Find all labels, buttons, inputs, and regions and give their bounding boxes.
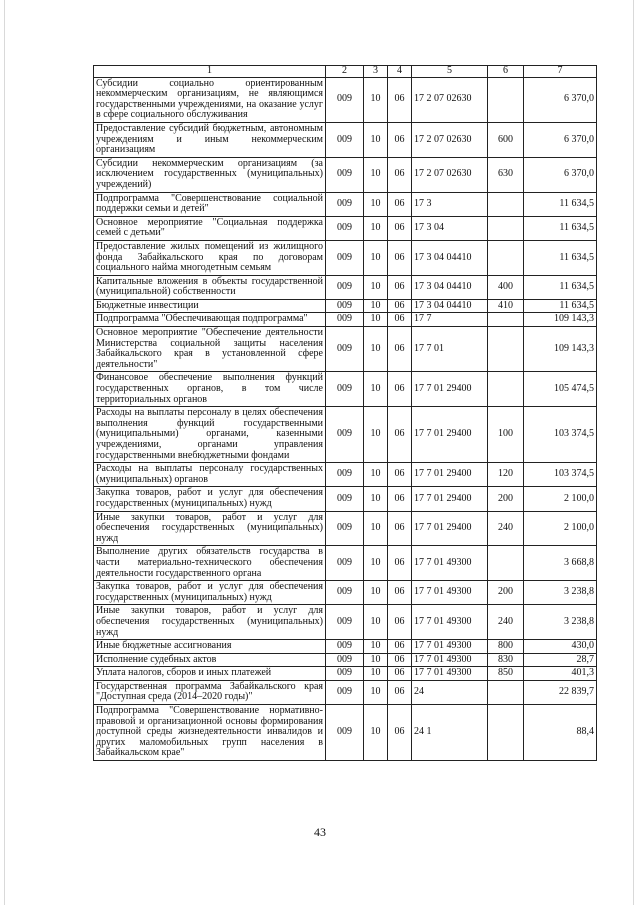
- section-cell: 10: [364, 705, 388, 761]
- ministry-code-cell: 009: [326, 705, 364, 761]
- column-header: 7: [524, 66, 597, 78]
- amount-cell: 105 474,5: [524, 372, 597, 407]
- row-name-cell: Основное мероприятие "Обеспечение деятельности Министерства социальной защиты населения Забайкальского края в установленной сфере деятельности": [94, 327, 326, 372]
- subsection-cell: 06: [388, 299, 412, 313]
- section-cell: 10: [364, 546, 388, 581]
- amount-cell: 109 143,3: [524, 327, 597, 372]
- amount-cell: 430,0: [524, 640, 597, 654]
- row-name-cell: Расходы на выплаты персоналу государственных (муниципальных) органов: [94, 463, 326, 487]
- table-row: [94, 240, 597, 275]
- row-name-cell: Уплата налогов, сборов и иных платежей: [94, 667, 326, 681]
- row-name-cell: Выполнение других обязательств государства в части материально-технического обеспечения деятельности государственного органа: [94, 546, 326, 581]
- amount-cell: 11 634,5: [524, 192, 597, 216]
- ministry-code-cell: 009: [326, 487, 364, 511]
- row-name-cell: Основное мероприятие "Социальная поддержка семей с детьми": [94, 216, 326, 240]
- column-header: 6: [488, 66, 524, 78]
- section-cell: 10: [364, 192, 388, 216]
- table-row: [94, 77, 597, 122]
- subsection-cell: 06: [388, 407, 412, 463]
- subsection-cell: 06: [388, 640, 412, 654]
- target-article-cell: 17 7 01 49300: [412, 667, 488, 681]
- subsection-cell: 06: [388, 192, 412, 216]
- target-article-cell: 17 3 04 04410: [412, 240, 488, 275]
- subsection-cell: 06: [388, 77, 412, 122]
- ministry-code-cell: 009: [326, 407, 364, 463]
- page-right-edge: [633, 0, 634, 905]
- amount-cell: 11 634,5: [524, 299, 597, 313]
- subsection-cell: 06: [388, 581, 412, 605]
- ministry-code-cell: 009: [326, 653, 364, 667]
- ministry-code-cell: 009: [326, 372, 364, 407]
- section-cell: 10: [364, 407, 388, 463]
- section-cell: 10: [364, 77, 388, 122]
- section-cell: 10: [364, 372, 388, 407]
- expense-type-cell: [488, 327, 524, 372]
- target-article-cell: 17 7 01 29400: [412, 407, 488, 463]
- amount-cell: 103 374,5: [524, 407, 597, 463]
- ministry-code-cell: 009: [326, 581, 364, 605]
- subsection-cell: 06: [388, 605, 412, 640]
- section-cell: 10: [364, 216, 388, 240]
- target-article-cell: 17 2 07 02630: [412, 122, 488, 157]
- expense-type-cell: 410: [488, 299, 524, 313]
- section-cell: 10: [364, 240, 388, 275]
- expense-type-cell: [488, 77, 524, 122]
- expense-type-cell: [488, 705, 524, 761]
- target-article-cell: 17 7 01 29400: [412, 372, 488, 407]
- subsection-cell: 06: [388, 122, 412, 157]
- row-name-cell: Иные закупки товаров, работ и услуг для обеспечения государственных (муниципальных) нужд: [94, 605, 326, 640]
- section-cell: 10: [364, 299, 388, 313]
- row-name-cell: Капитальные вложения в объекты государственной (муниципальной) собственности: [94, 275, 326, 299]
- target-article-cell: 17 3: [412, 192, 488, 216]
- target-article-cell: 17 7 01 29400: [412, 511, 488, 546]
- table-row: [94, 581, 597, 605]
- row-name-cell: Подпрограмма "Обеспечивающая подпрограмма": [94, 313, 326, 327]
- row-name-cell: Закупка товаров, работ и услуг для обеспечения государственных (муниципальных) нужд: [94, 487, 326, 511]
- target-article-cell: 24: [412, 680, 488, 704]
- ministry-code-cell: 009: [326, 680, 364, 704]
- table-row: [94, 122, 597, 157]
- ministry-code-cell: 009: [326, 546, 364, 581]
- amount-cell: 22 839,7: [524, 680, 597, 704]
- section-cell: 10: [364, 157, 388, 192]
- subsection-cell: 06: [388, 511, 412, 546]
- expense-type-cell: 200: [488, 581, 524, 605]
- subsection-cell: 06: [388, 463, 412, 487]
- amount-cell: 88,4: [524, 705, 597, 761]
- table-row: [94, 327, 597, 372]
- section-cell: 10: [364, 313, 388, 327]
- expense-type-cell: 800: [488, 640, 524, 654]
- column-header: 4: [388, 66, 412, 78]
- row-name-cell: Иные бюджетные ассигнования: [94, 640, 326, 654]
- ministry-code-cell: 009: [326, 157, 364, 192]
- table-row: [94, 653, 597, 667]
- row-name-cell: Расходы на выплаты персоналу в целях обеспечения выполнения функций государственными (муниципальными) органами, казенными учреждениями, органами управления государственными внебюджетными фондами: [94, 407, 326, 463]
- expense-type-cell: [488, 192, 524, 216]
- amount-cell: 6 370,0: [524, 122, 597, 157]
- row-name-cell: Закупка товаров, работ и услуг для обеспечения государственных (муниципальных) нужд: [94, 581, 326, 605]
- column-header: 3: [364, 66, 388, 78]
- table-row: [94, 216, 597, 240]
- row-name-cell: Предоставление жилых помещений из жилищного фонда Забайкальского края по договорам социального найма многодетным семьям: [94, 240, 326, 275]
- expense-type-cell: [488, 546, 524, 581]
- subsection-cell: 06: [388, 313, 412, 327]
- subsection-cell: 06: [388, 653, 412, 667]
- ministry-code-cell: 009: [326, 122, 364, 157]
- row-name-cell: Подпрограмма "Совершенствование нормативно-правовой и организационной основы формирования доступной среды жизнедеятельности инвалидов и других маломобильных групп населения в Забайкальском крае": [94, 705, 326, 761]
- target-article-cell: 17 7: [412, 313, 488, 327]
- ministry-code-cell: 009: [326, 667, 364, 681]
- amount-cell: 103 374,5: [524, 463, 597, 487]
- ministry-code-cell: 009: [326, 275, 364, 299]
- amount-cell: 6 370,0: [524, 77, 597, 122]
- table-row: [94, 667, 597, 681]
- table-row: [94, 157, 597, 192]
- table-row: [94, 372, 597, 407]
- row-name-cell: Исполнение судебных актов: [94, 653, 326, 667]
- row-name-cell: Иные закупки товаров, работ и услуг для обеспечения государственных (муниципальных) нужд: [94, 511, 326, 546]
- column-header: 5: [412, 66, 488, 78]
- section-cell: 10: [364, 511, 388, 546]
- section-cell: 10: [364, 463, 388, 487]
- expense-type-cell: 240: [488, 511, 524, 546]
- section-cell: 10: [364, 653, 388, 667]
- target-article-cell: 17 7 01 49300: [412, 640, 488, 654]
- expense-type-cell: 600: [488, 122, 524, 157]
- ministry-code-cell: 009: [326, 240, 364, 275]
- target-article-cell: 17 7 01 49300: [412, 653, 488, 667]
- expense-type-cell: 100: [488, 407, 524, 463]
- ministry-code-cell: 009: [326, 511, 364, 546]
- section-cell: 10: [364, 122, 388, 157]
- table-row: [94, 313, 597, 327]
- amount-cell: 28,7: [524, 653, 597, 667]
- subsection-cell: 06: [388, 667, 412, 681]
- ministry-code-cell: 009: [326, 463, 364, 487]
- target-article-cell: 17 3 04 04410: [412, 275, 488, 299]
- expense-type-cell: [488, 216, 524, 240]
- row-name-cell: Предоставление субсидий бюджетным, автономным учреждениям и иным некоммерческим организациям: [94, 122, 326, 157]
- section-cell: 10: [364, 275, 388, 299]
- amount-cell: 11 634,5: [524, 240, 597, 275]
- expense-type-cell: [488, 680, 524, 704]
- column-header: 1: [94, 66, 326, 78]
- ministry-code-cell: 009: [326, 77, 364, 122]
- expense-type-cell: 830: [488, 653, 524, 667]
- subsection-cell: 06: [388, 157, 412, 192]
- target-article-cell: 17 7 01 49300: [412, 605, 488, 640]
- subsection-cell: 06: [388, 327, 412, 372]
- table-row: [94, 463, 597, 487]
- section-cell: 10: [364, 487, 388, 511]
- target-article-cell: 17 7 01 29400: [412, 463, 488, 487]
- ministry-code-cell: 009: [326, 327, 364, 372]
- amount-cell: 3 668,8: [524, 546, 597, 581]
- table-row: [94, 680, 597, 704]
- ministry-code-cell: 009: [326, 192, 364, 216]
- ministry-code-cell: 009: [326, 605, 364, 640]
- table-row: [94, 705, 597, 761]
- amount-cell: 401,3: [524, 667, 597, 681]
- table-row: [94, 192, 597, 216]
- section-cell: 10: [364, 680, 388, 704]
- column-header: 2: [326, 66, 364, 78]
- page-number: 43: [314, 825, 326, 839]
- section-cell: 10: [364, 605, 388, 640]
- amount-cell: 2 100,0: [524, 511, 597, 546]
- expense-type-cell: 850: [488, 667, 524, 681]
- amount-cell: 11 634,5: [524, 216, 597, 240]
- amount-cell: 2 100,0: [524, 487, 597, 511]
- target-article-cell: 24 1: [412, 705, 488, 761]
- expense-type-cell: [488, 240, 524, 275]
- row-name-cell: Бюджетные инвестиции: [94, 299, 326, 313]
- amount-cell: 11 634,5: [524, 275, 597, 299]
- expense-type-cell: 240: [488, 605, 524, 640]
- target-article-cell: 17 2 07 02630: [412, 157, 488, 192]
- section-cell: 10: [364, 327, 388, 372]
- expense-type-cell: 200: [488, 487, 524, 511]
- subsection-cell: 06: [388, 487, 412, 511]
- expense-type-cell: 630: [488, 157, 524, 192]
- subsection-cell: 06: [388, 372, 412, 407]
- amount-cell: 109 143,3: [524, 313, 597, 327]
- section-cell: 10: [364, 581, 388, 605]
- section-cell: 10: [364, 640, 388, 654]
- expense-type-cell: [488, 372, 524, 407]
- table-row: [94, 640, 597, 654]
- target-article-cell: 17 3 04: [412, 216, 488, 240]
- subsection-cell: 06: [388, 216, 412, 240]
- ministry-code-cell: 009: [326, 640, 364, 654]
- ministry-code-cell: 009: [326, 216, 364, 240]
- subsection-cell: 06: [388, 240, 412, 275]
- expense-type-cell: 120: [488, 463, 524, 487]
- row-name-cell: Субсидии социально ориентированным некоммерческим организациям, не являющимся государственными учреждениями, на оказание услуг в сфере социального обслуживания: [94, 77, 326, 122]
- ministry-code-cell: 009: [326, 313, 364, 327]
- expense-type-cell: [488, 313, 524, 327]
- table-row: [94, 605, 597, 640]
- table-row: [94, 511, 597, 546]
- subsection-cell: 06: [388, 705, 412, 761]
- amount-cell: 6 370,0: [524, 157, 597, 192]
- page-left-edge: [4, 0, 5, 905]
- target-article-cell: 17 7 01 49300: [412, 581, 488, 605]
- subsection-cell: 06: [388, 680, 412, 704]
- subsection-cell: 06: [388, 546, 412, 581]
- target-article-cell: 17 3 04 04410: [412, 299, 488, 313]
- row-name-cell: Подпрограмма "Совершенствование социальной поддержки семьи и детей": [94, 192, 326, 216]
- target-article-cell: 17 2 07 02630: [412, 77, 488, 122]
- row-name-cell: Государственная программа Забайкальского края "Доступная среда (2014–2020 годы)": [94, 680, 326, 704]
- target-article-cell: 17 7 01: [412, 327, 488, 372]
- row-name-cell: Финансовое обеспечение выполнения функций государственных органов, в том числе территориальных органов: [94, 372, 326, 407]
- amount-cell: 3 238,8: [524, 605, 597, 640]
- expense-type-cell: 400: [488, 275, 524, 299]
- target-article-cell: 17 7 01 49300: [412, 546, 488, 581]
- table-header-row: [94, 66, 597, 78]
- table-row: [94, 299, 597, 313]
- subsection-cell: 06: [388, 275, 412, 299]
- table-row: [94, 275, 597, 299]
- section-cell: 10: [364, 667, 388, 681]
- table-row: [94, 487, 597, 511]
- table-row: [94, 407, 597, 463]
- amount-cell: 3 238,8: [524, 581, 597, 605]
- row-name-cell: Субсидии некоммерческим организациям (за исключением государственных (муниципальных) учреждений): [94, 157, 326, 192]
- table-row: [94, 546, 597, 581]
- target-article-cell: 17 7 01 29400: [412, 487, 488, 511]
- budget-table: [93, 65, 597, 761]
- ministry-code-cell: 009: [326, 299, 364, 313]
